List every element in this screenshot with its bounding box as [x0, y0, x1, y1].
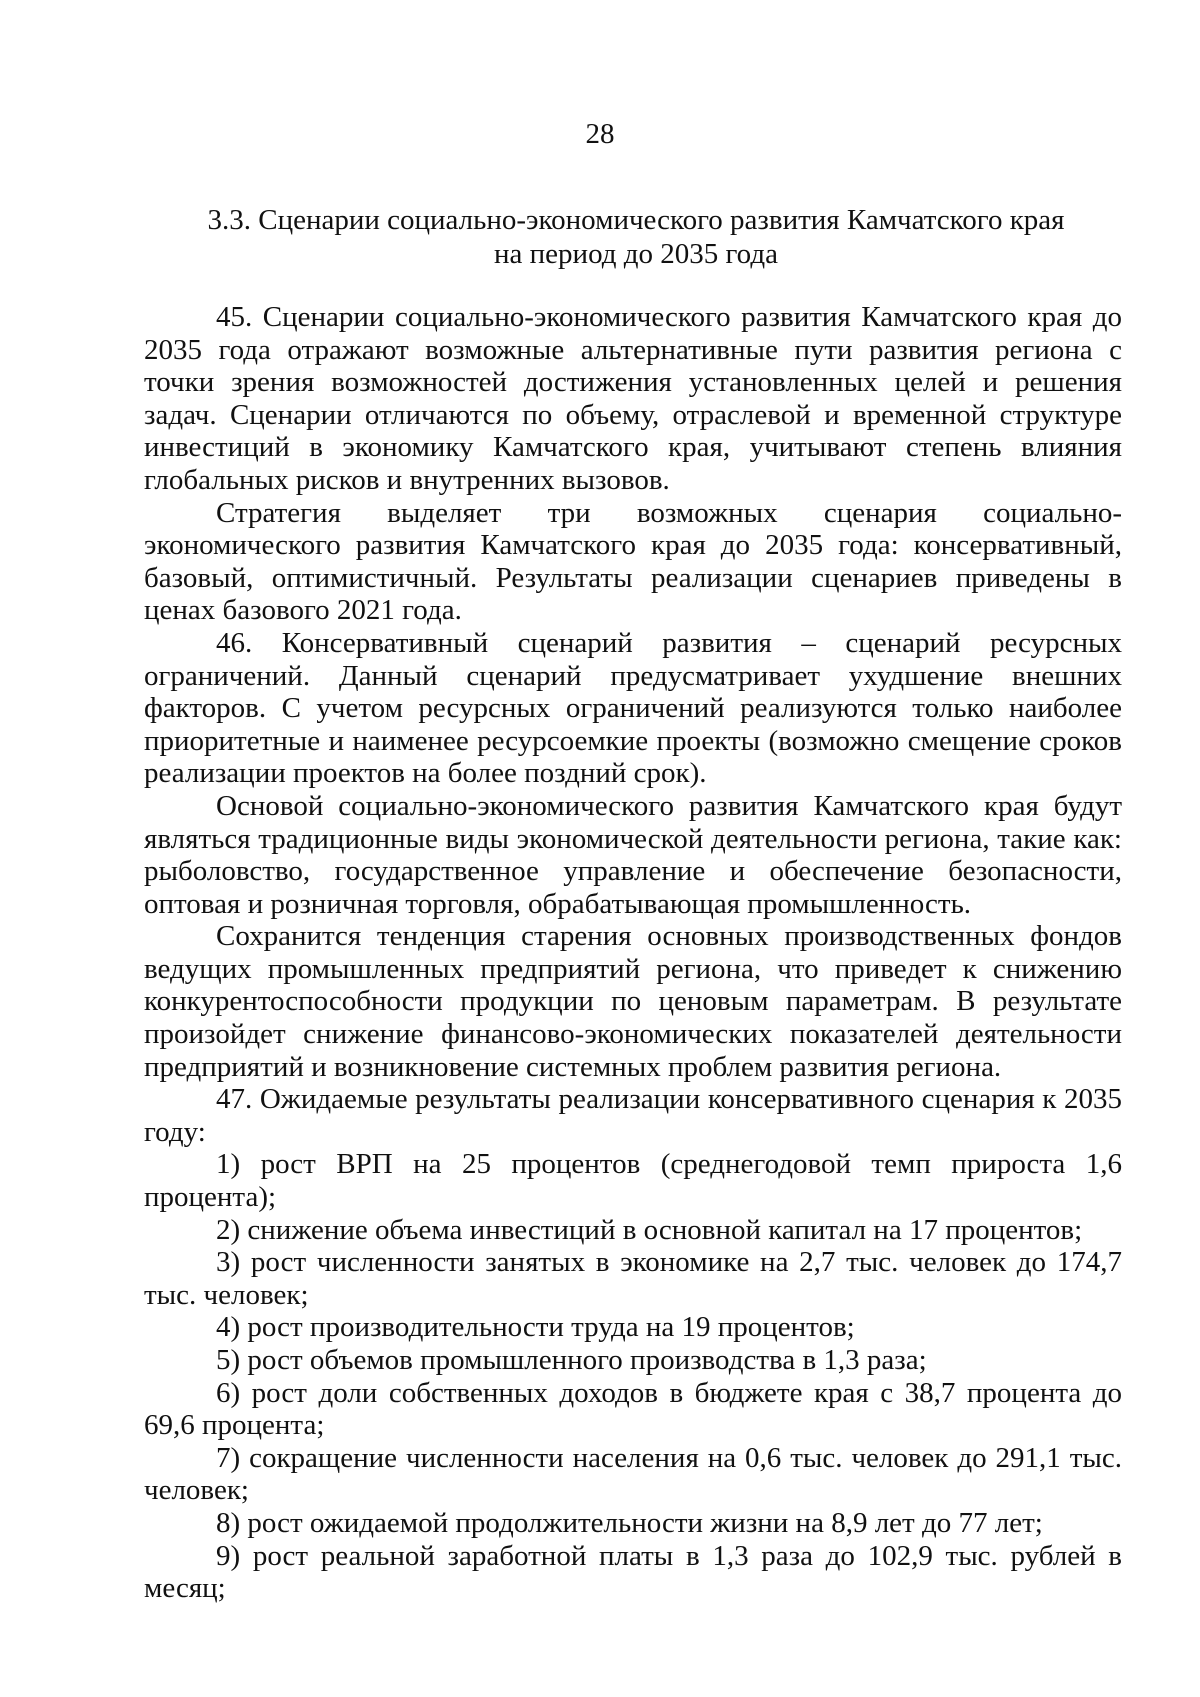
page-number: 28 [585, 118, 615, 150]
list-item-2: 2) снижение объема инвестиций в основной капитал на 17 процентов; [216, 1213, 1083, 1246]
list-item-4: 4) рост производительности труда на 19 процентов; [216, 1311, 855, 1344]
document-body [144, 301, 1122, 1605]
list-item-1: 1) рост ВРП на 25 процентов (среднегодовой темп прироста 1,6 процента); [144, 1148, 1122, 1214]
paragraph-45: 45. Сценарии социально-экономического развития Камчатского края до 2035 года отражают возможные альтернативные пути развития региона с точки зрения возможностей достижения установленных целей и решения задач. Сценарии отличаются по объему, отраслевой и временной структуре инвестиций в экономику Камчатского края, учитывают степень влияния глобальных рисков и внутренних вызовов. [144, 301, 1122, 496]
list-item-3: 3) рост численности занятых в экономике на 2,7 тыс. человек до 174,7 тыс. человек; [144, 1246, 1122, 1311]
list-item-5: 5) рост объемов промышленного производства в 1,3 раза; [216, 1344, 927, 1376]
list-item-9: 9) рост реальной заработной платы в 1,3 раза до 102,9 тыс. рублей в месяц; [144, 1539, 1122, 1605]
paragraph-strategy-scenarios: Стратегия выделяет три возможных сценария социально-экономического развития Камчатского края до 2035 года: консервативный, базовый, оптимистичный. Результаты реализации сценариев приведены в ценах базового 2021 года. [144, 496, 1122, 627]
list-item-6: 6) рост доли собственных доходов в бюджете края с 38,7 процента до 69,6 процента; [144, 1376, 1122, 1442]
paragraph-47: 47. Ожидаемые результаты реализации консервативного сценария к 2035 году: [144, 1083, 1122, 1148]
paragraph-aging-funds: Сохранится тенденция старения основных производственных фондов ведущих промышленных предприятий региона, что приведет к снижению конкурентоспособности продукции по ценовым параметрам. В результате произойдет снижение финансово-экономических показателей деятельности предприятий и возникновение системных проблем развития региона. [144, 920, 1122, 1083]
list-item-7: 7) сокращение численности населения на 0,6 тыс. человек до 291,1 тыс. человек; [144, 1441, 1122, 1507]
section-heading-line-1: 3.3. Сценарии социально-экономического развития Камчатского края [207, 204, 1065, 236]
list-item-8: 8) рост ожидаемой продолжительности жизни на 8,9 лет до 77 лет; [216, 1506, 1043, 1539]
section-heading-line-2: на период до 2035 года [494, 238, 778, 270]
section-heading [120, 203, 1152, 271]
paragraph-traditional-activities: Основой социально-экономического развития Камчатского края будут являться традиционные виды экономической деятельности региона, такие как: рыболовство, государственное управление и обеспечение безопасности, оптовая и розничная торговля, обрабатывающая промышленность. [144, 789, 1122, 920]
paragraph-46: 46. Консервативный сценарий развития – сценарий ресурсных ограничений. Данный сценарий предусматривает ухудшение внешних факторов. С учетом ресурсных ограничений реализуются только наиболее приоритетные и наименее ресурсоемкие проекты (возможно смещение сроков реализации проектов на более поздний срок). [144, 626, 1122, 790]
